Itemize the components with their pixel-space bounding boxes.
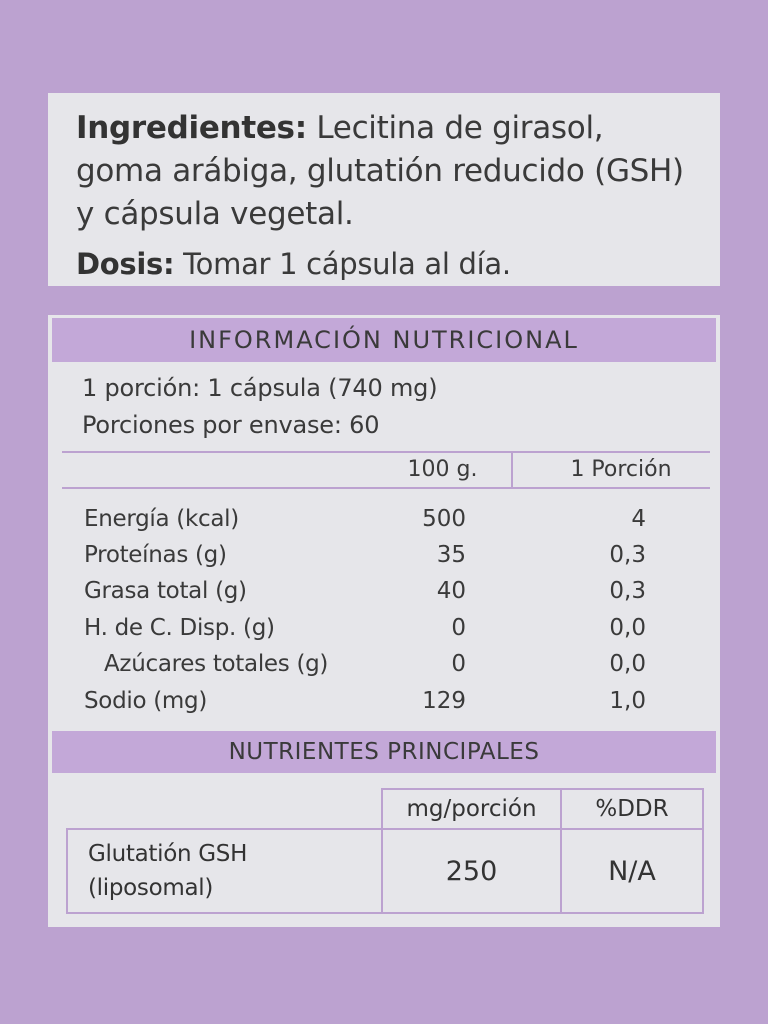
row-label: Azúcares totales (g)	[104, 651, 329, 677]
row-value-100g: 500	[422, 506, 466, 532]
row-label: H. de C. Disp. (g)	[84, 615, 275, 641]
row-value-100g: 40	[436, 578, 466, 604]
row-value-portion: 0,0	[609, 615, 646, 641]
dose-value: Tomar 1 cápsula al día.	[174, 247, 511, 281]
row-value-portion: 1,0	[609, 688, 646, 714]
column-divider	[511, 453, 513, 487]
nutrient-name	[88, 837, 247, 905]
column-header-mg-portion: mg/porción	[406, 796, 537, 822]
row-label: Grasa total (g)	[84, 578, 247, 604]
row-value-100g: 129	[422, 688, 466, 714]
row-value-100g: 0	[451, 651, 466, 677]
table-divider	[62, 451, 710, 453]
nutrition-panel	[48, 315, 720, 927]
portion-size: 1 porción: 1 cápsula (740 mg)	[82, 374, 438, 402]
ingredients-label: Ingredientes:	[76, 110, 307, 146]
nutrient-mg-value: 250	[445, 855, 498, 887]
row-label: Energía (kcal)	[84, 506, 239, 532]
nutrient-ddr-value: N/A	[608, 855, 656, 887]
table-row	[48, 646, 720, 682]
row-value-portion: 0,3	[609, 578, 646, 604]
row-label: Proteínas (g)	[84, 542, 227, 568]
ingredients-text	[76, 107, 694, 236]
column-header-100g: 100 g.	[407, 457, 478, 482]
nutrients-title: NUTRIENTES PRINCIPALES	[52, 731, 716, 773]
dose-text	[76, 244, 694, 284]
row-value-portion: 0,3	[609, 542, 646, 568]
column-header-ddr: %DDR	[595, 796, 669, 822]
table-row	[48, 573, 720, 609]
row-value-portion: 0,0	[609, 651, 646, 677]
nutrient-name-line: (liposomal)	[88, 875, 214, 901]
row-value-100g: 0	[451, 615, 466, 641]
nutrition-title: INFORMACIÓN NUTRICIONAL	[52, 318, 716, 362]
ingredients-list: Lecitina de girasol, goma arábiga, glutatión reducido (GSH) y cápsula vegetal.	[76, 110, 684, 232]
table-row	[48, 683, 720, 719]
dose-label: Dosis:	[76, 247, 175, 281]
row-value-portion: 4	[631, 506, 646, 532]
table-row	[48, 501, 720, 537]
table-row	[48, 537, 720, 573]
table-row	[48, 610, 720, 646]
row-label: Sodio (mg)	[84, 688, 207, 714]
table-divider	[62, 487, 710, 489]
column-header-portion: 1 Porción	[570, 457, 672, 482]
row-value-100g: 35	[436, 542, 466, 568]
servings-per-container: Porciones por envase: 60	[82, 411, 380, 439]
ingredients-panel	[48, 93, 720, 286]
nutrient-name-line: Glutatión GSH	[88, 841, 248, 867]
